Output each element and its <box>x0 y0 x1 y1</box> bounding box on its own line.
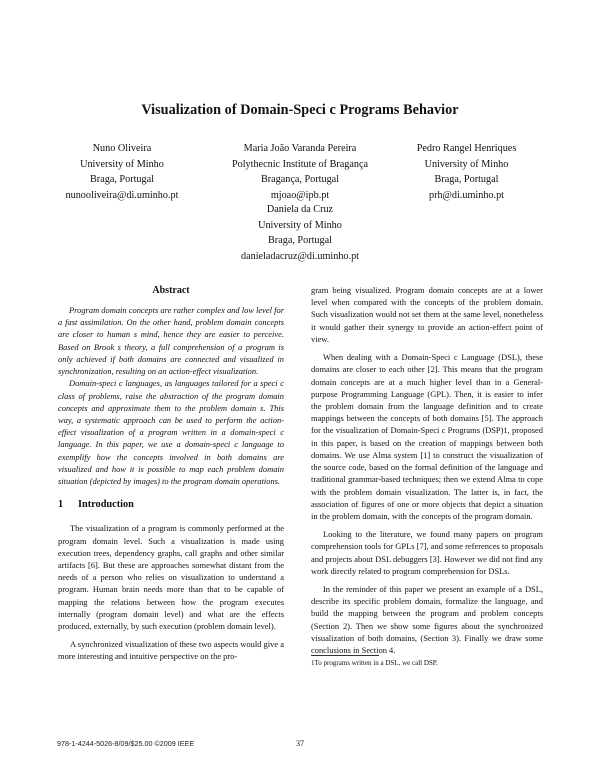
footnote: 1To programs written in a DSL, we call DSP. <box>311 659 438 667</box>
author-location: Braga, Portugal <box>90 174 154 185</box>
author-name: Maria João Varanda Pereira <box>243 143 357 154</box>
author-name: Nuno Oliveira <box>92 143 152 154</box>
author-location: Braga, Portugal <box>434 174 499 185</box>
body-paragraph: A synchronized visualization of these two aspects would give a more interesting and intuitive perspective on the pro- <box>58 639 284 662</box>
author-location: Bragança, Portugal <box>260 174 340 185</box>
left-column <box>58 284 284 663</box>
author-email: danieladacruz@di.uminho.pt <box>240 250 359 262</box>
right-column <box>311 284 543 656</box>
body-paragraph: The visualization of a program is commonly performed at the program domain level. Such a visualization is made using execution trees, dependency graphs, call graphs and other similar artifacts [6]. But these are approaches somewhat distant from the needs of a person who relies on visualization to understand a program. Human brain needs more than that to be capable of mapping the relations between how the program executes internally (program domain level) and what are the effects produced, externally, by such execution (problem domain level). <box>58 523 284 632</box>
body-paragraph: When dealing with a Domain-Speci c Language (DSL), these domains are closer to each other [2]. This means that the program domain concepts are at a much higher level than in a General-purpose Programming Language (GPL). Then, it is easier to infer the problem domain from the language definition and to create mappings between the concepts of both domains [5]. The approach for the visualization of Domain-Speci c Programs (DSP)1, proposed in this paper, is based on the creation of mappings between both domains. We use Alma system [1] to construct the visualization of the source code, based on the formal definition of the language and traditional grammar-based techniques; then we extend Alma to cope with the problem domain visualization. The latter is, in fact, the association of figures of one or more objects that depict a situation in the problem domain, with the concepts of the program domain. <box>311 352 543 521</box>
author-email: prh@di.uminho.pt <box>428 189 505 201</box>
abstract-paragraph: Program domain concepts are rather complex and low level for a fast assimilation. On the other hand, problem domain concepts are closer to human s mind, hence they are easier to perceive. Based on Brook s theory, a full comprehension of a program is only achieved if both domains are connected and visualized in synchronization, resulting on an action-effect visualization. <box>58 305 284 377</box>
author-affiliation: University of Minho <box>424 158 509 170</box>
author-email: nunooliveira@di.uminho.pt <box>65 189 179 201</box>
page-number: 37 <box>296 739 304 748</box>
section-number: 1 <box>58 499 64 511</box>
body-paragraph: Looking to the literature, we found many papers on program comprehension tools for GPLs [7], and some references to proposals and projects about DSL debuggers [3]. However we did not find any work directly related to program comprehension for DSLs. <box>311 529 543 576</box>
footnote-rule <box>311 655 379 656</box>
author-email: mjoao@ipb.pt <box>270 189 330 201</box>
author-block <box>205 141 395 203</box>
author-affiliation: University of Minho <box>258 219 342 231</box>
author-location: Braga, Portugal <box>268 235 332 246</box>
isbn-line: 978-1-4244-5026-8/09/$25.00 ©2009 IEEE <box>57 739 195 748</box>
abstract-heading: Abstract <box>152 285 190 296</box>
author-name: Pedro Rangel Henriques <box>416 143 517 154</box>
section-title: Introduction <box>78 499 134 511</box>
abstract-paragraph: Domain-speci c languages, as languages tailored for a speci c class of problems, raise the abstraction of the program domain concepts and approximate them to the problem domain s. This way, a systematic approach can be used to perform the action-effect visualization of a program written in a domain-speci c language. In this paper, we use a domain-speci c language to exemplify how the concepts involved in both domains are visualized and how it is possible to map each problem domain situation (depicted by images) to the program domain operations. <box>58 378 284 487</box>
author-block <box>52 141 192 203</box>
author-affiliation: Polythecnic Institute of Bragança <box>231 158 369 170</box>
author-name: Daniela da Cruz <box>266 204 334 215</box>
body-paragraph: gram being visualized. Program domain concepts are at a lower level when compared with the concepts of the problem domain. Such visualization would not set them at the same level, nonetheless it would gather their synergy to provide an action-effect point of view. <box>311 285 543 344</box>
paper-title: Visualization of Domain-Speci c Programs Behavior <box>141 102 459 118</box>
abstract <box>58 304 284 487</box>
section-heading <box>58 498 284 512</box>
author-block <box>205 202 395 264</box>
author-affiliation: University of Minho <box>80 158 164 170</box>
body-paragraph: In the reminder of this paper we present an example of a DSL, describe its specific problem domain, formalize the language, and build the mapping between the program and problem concepts (Section 2). Then we show some figures about the synchronized visualization of both domains, (Section 3). Finally we draw some conclusions in Section 4. <box>311 584 543 656</box>
author-block <box>395 141 538 203</box>
